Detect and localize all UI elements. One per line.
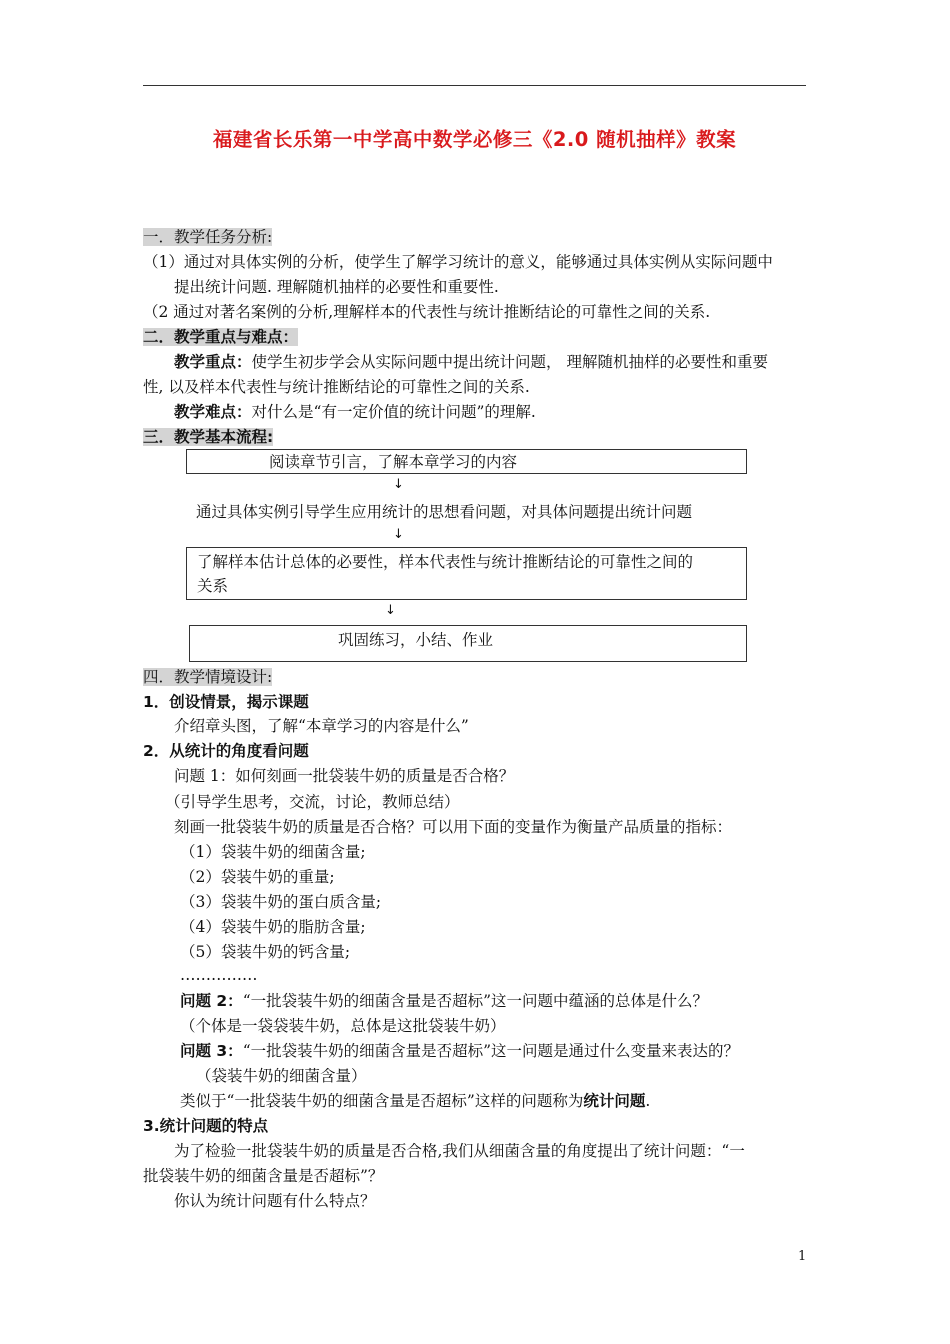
- question-2-text: “一批袋装牛奶的细菌含量是否超标”这一问题中蕴涵的总体是什么？: [242, 992, 709, 1010]
- question-3: [180, 1041, 739, 1061]
- flow-box-1: [186, 449, 747, 474]
- indicator-item: （2）袋装牛奶的重量;: [180, 868, 335, 886]
- teaching-difficulty-label: 教学难点：: [174, 403, 252, 421]
- question-3-answer: （袋装牛奶的细菌含量）: [196, 1067, 367, 1085]
- section-3-heading: 三．教学基本流程:: [143, 428, 274, 446]
- document-title: 福建省长乐第一中学高中数学必修三《2.0 随机抽样》教案: [212, 128, 737, 151]
- teaching-focus-text: 使学生初步学会从实际问题中提出统计问题， 理解随机抽样的必要性和重要: [251, 353, 768, 371]
- flow-box-1-text: 阅读章节引言，了解本章学习的内容: [269, 453, 518, 471]
- indicator-item: （3）袋装牛奶的蛋白质含量;: [180, 893, 382, 911]
- subsection-3-line-1: 为了检验一批袋装牛奶的质量是否合格,我们从细菌含量的角度提出了统计问题：“一: [174, 1142, 745, 1160]
- question-1-desc: 刻画一批袋装牛奶的质量是否合格？可以用下面的变量作为衡量产品质量的指标：: [174, 818, 733, 836]
- question-2-answer: （个体是一袋袋装牛奶，总体是这批袋装牛奶）: [180, 1017, 506, 1035]
- question-3-text: “一批袋装牛奶的细菌含量是否超标”这一问题是通过什么变量来表达的？: [242, 1042, 740, 1060]
- indicator-item: （5）袋装牛奶的钙含量;: [180, 943, 351, 961]
- subsection-3-line-3: 你认为统计问题有什么特点？: [174, 1192, 376, 1210]
- question-2: [180, 991, 708, 1011]
- statistical-question-term: 统计问题: [583, 1092, 646, 1110]
- indicator-item: （1）袋装牛奶的细菌含量;: [180, 843, 366, 861]
- subsection-1-text: 介绍章头图，了解“本章学习的内容是什么”: [174, 717, 469, 735]
- question-1-note: （引导学生思考，交流，讨论，教师总结）: [165, 793, 460, 811]
- section-1-line-3: （2 通过对著名案例的分析,理解样本的代表性与统计推断结论的可靠性之间的关系.: [143, 303, 711, 321]
- flow-box-3-line-2: 关系: [197, 577, 229, 595]
- teaching-focus-label: 教学重点：: [174, 353, 252, 371]
- question-3-label: 问题 3：: [180, 1042, 243, 1060]
- section-2-heading: 二．教学重点与难点：: [143, 328, 299, 346]
- ellipsis: ……………: [180, 966, 258, 984]
- header-rule: [143, 85, 806, 86]
- teaching-difficulty-text: 对什么是“有一定价值的统计问题”的理解.: [251, 403, 536, 421]
- subsection-1-title: 1．创设情景，揭示课题: [143, 693, 309, 711]
- section-1-line-1: （1）通过对具体实例的分析，使学生了解学习统计的意义，能够通过具体实例从实际问题中: [143, 253, 773, 271]
- flow-step-2: 通过具体实例引导学生应用统计的思想看问题，对具体问题提出统计问题: [196, 503, 693, 521]
- question-1: 问题 1：如何刻画一批袋装牛奶的质量是否合格？: [174, 767, 515, 785]
- question-2-label: 问题 2：: [180, 992, 243, 1010]
- indicator-item: （4）袋装牛奶的脂肪含量;: [180, 918, 366, 936]
- flow-arrow-1: ↓: [393, 477, 404, 492]
- flow-arrow-3: ↓: [385, 603, 396, 618]
- flow-box-4: [189, 625, 747, 662]
- subsection-2-title: 2．从统计的角度看问题: [143, 742, 309, 760]
- subsection-3-title: 3.统计问题的特点: [143, 1117, 269, 1135]
- flow-box-4-text: 巩固练习，小结、作业: [338, 631, 494, 649]
- teaching-focus: [174, 352, 768, 372]
- flow-arrow-2: ↓: [393, 527, 404, 542]
- page-number: 1: [798, 1249, 807, 1264]
- section-1-heading: 一．教学任务分析:: [143, 228, 273, 246]
- subsection-3-line-2: 批袋装牛奶的细菌含量是否超标”？: [143, 1167, 384, 1185]
- statistical-question-definition: 类似于“一批袋装牛奶的细菌含量是否超标”这样的问题称为统计问题.: [180, 1092, 651, 1110]
- flow-box-3: [186, 547, 747, 600]
- teaching-difficulty: [174, 402, 536, 422]
- teaching-focus-cont: 性, 以及样本代表性与统计推断结论的可靠性之间的关系.: [143, 378, 530, 396]
- flow-box-3-line-1: 了解样本估计总体的必要性，样本代表性与统计推断结论的可靠性之间的: [197, 553, 694, 571]
- section-4-heading: 四．教学情境设计:: [143, 668, 273, 686]
- section-1-line-2: 提出统计问题. 理解随机抽样的必要性和重要性.: [174, 278, 499, 296]
